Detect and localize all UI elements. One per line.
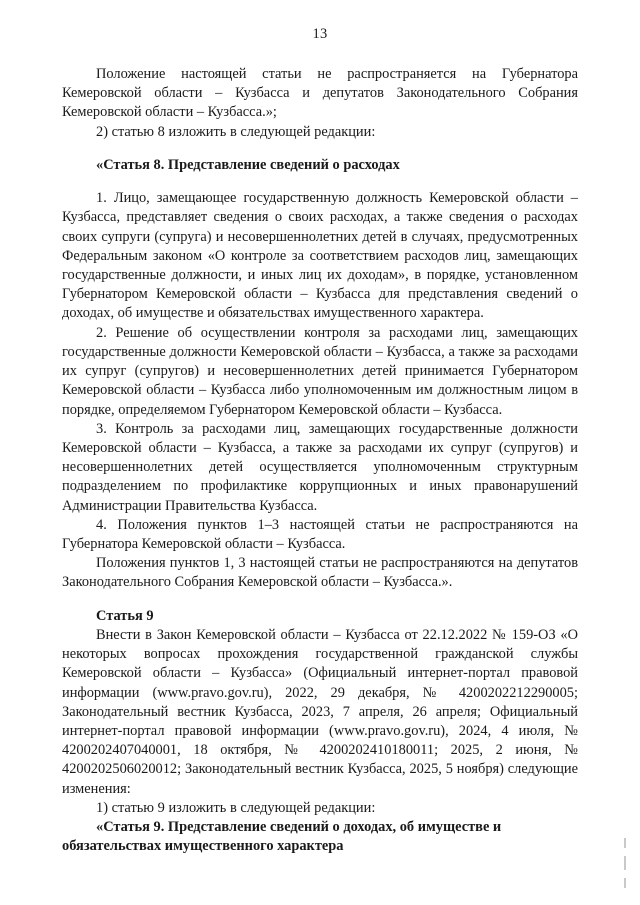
paragraph: 1) статью 9 изложить в следующей редакции: xyxy=(96,799,376,816)
scan-artifact xyxy=(624,856,626,870)
paragraph: 1. Лицо, замещающее государственную должность Кемеровской области – Кузбасса, представляет сведения о своих расходах, а также сведения о расходах своих супруги (супруга) и несовершеннолетних детей в случаях, предусмотренных Федеральным законом «О контроле за соответствием расходов лиц, замещающих государственные должности, и иных лиц их доходам», в порядке, установленном Губернатором Кемеровской области – Кузбасса для представления сведений о доходах, об имуществе и обязательствах имущественного характера. xyxy=(62,190,578,322)
paragraph: 3. Контроль за расходами лиц, замещающих государственные должности Кемеровской области – Кузбасса, а также за расходами их супруг (супругов) и несовершеннолетних детей осуществляется уполномоченным структурным подразделением по профилактике коррупционных и иных правонарушений Администрации Правительства Кузбасса. xyxy=(62,420,578,514)
spacer xyxy=(62,593,578,607)
spacer xyxy=(62,142,578,156)
paragraph: 4. Положения пунктов 1–3 настоящей статьи не распространяются на Губернатора Кемеровской области – Кузбасса. xyxy=(62,516,578,553)
scan-artifact xyxy=(624,838,626,848)
page-number: 13 xyxy=(312,26,328,42)
section-heading: «Статья 9. Представление сведений о доходах, об имуществе и обязательствах имущественного характера xyxy=(62,819,502,855)
article-label: Статья 9 xyxy=(96,607,154,624)
spacer xyxy=(62,175,578,189)
section-heading: «Статья 8. Представление сведений о расходах xyxy=(96,156,400,173)
paragraph: 2. Решение об осуществлении контроля за расходами лиц, замещающих государственные должности Кемеровской области – Кузбасса, а также за расходами их супруг (супругов) и несовершеннолетних детей принимается Губернатором Кемеровской области – Кузбасса либо уполномоченным им должностным лицом в порядке, определяемом Губернатором Кемеровской области – Кузбасса. xyxy=(62,324,578,418)
paragraph: Положения пунктов 1, 3 настоящей статьи не распространяются на депутатов Законодательного Собрания Кемеровской области – Кузбасса.». xyxy=(62,555,578,591)
paragraph: Положение настоящей статьи не распространяется на Губернатора Кемеровской области – Кузбасса и депутатов Законодательного Собрания Кемеровской области – Кузбасса.»; xyxy=(62,66,578,121)
paragraph: 2) статью 8 изложить в следующей редакции: xyxy=(96,123,376,140)
scan-artifact xyxy=(624,878,626,888)
paragraph: Внести в Закон Кемеровской области – Кузбасса от 22.12.2022 № 159-ОЗ «О некоторых вопросах прохождения государственной гражданской службы Кемеровской области – Кузбасса» (Официальный интернет-портал правовой информации (www.pravo.gov.ru), 2022, 29 декабря, № 4200202212290005; Законодательный вестник Кузбасса, 2023, 7 апреля, 26 апреля; Официальный интернет-портал правовой информации (www.pravo.gov.ru), 2024, 4 июля, № 4200202407040001, 18 октября, № 4200202410180011; 2025, 2 июня, № 4200202506020012; Законодательный вестник Кузбасса, 2025, 5 ноября) следующие изменения: xyxy=(62,626,578,797)
